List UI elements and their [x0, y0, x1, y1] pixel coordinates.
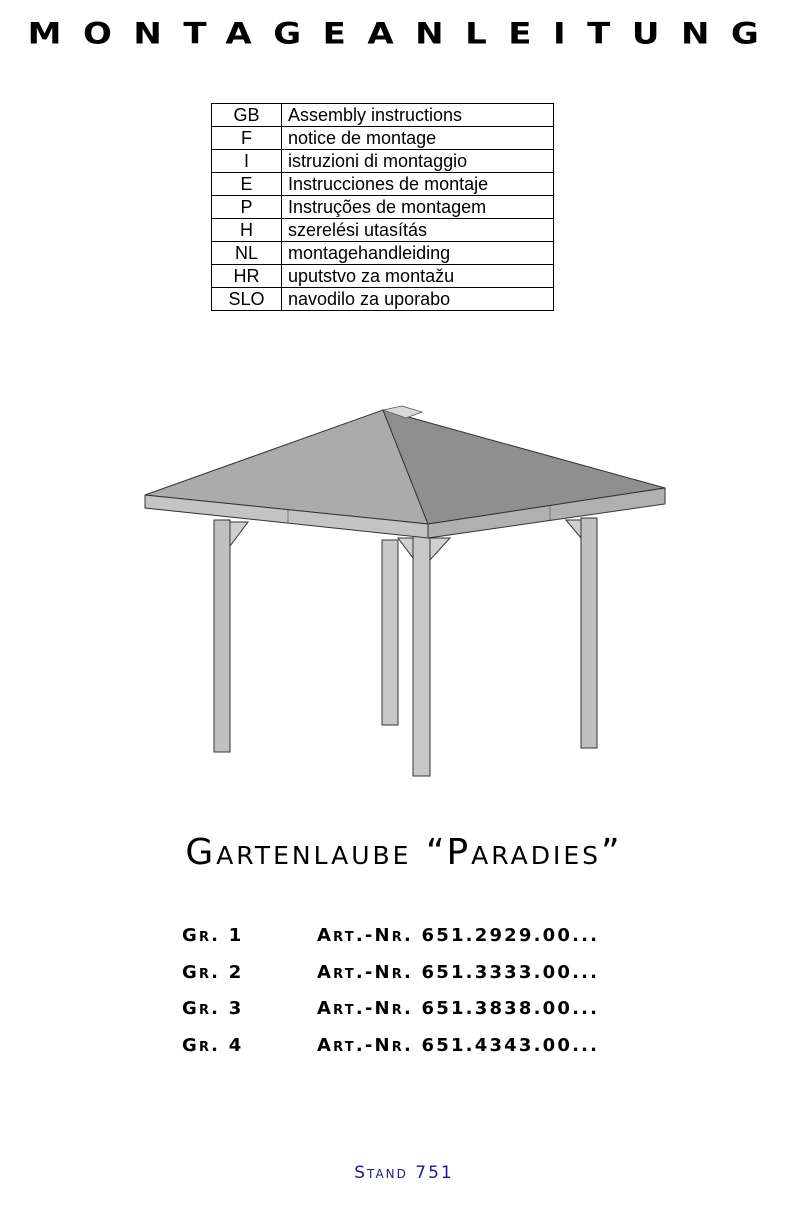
language-row [212, 173, 554, 196]
article-row [182, 962, 599, 999]
article-number: Art.-Nr. 651.3838.00... [317, 998, 600, 1019]
post-right [581, 518, 597, 748]
product-title: Gartenlaube “Paradies” [185, 832, 623, 873]
language-text: navodilo za uporabo [282, 288, 554, 311]
language-code: P [212, 196, 282, 219]
language-code: F [212, 127, 282, 150]
language-code: GB [212, 104, 282, 127]
language-code: NL [212, 242, 282, 265]
language-code: E [212, 173, 282, 196]
language-table [211, 103, 554, 311]
article-size: Gr. 2 [182, 961, 244, 983]
language-row [212, 288, 554, 311]
language-text: montagehandleiding [282, 242, 554, 265]
article-size: Gr. 3 [182, 998, 244, 1019]
brace-front-right [430, 538, 450, 560]
language-text: Instruções de montagem [282, 196, 554, 219]
brace-front-left [398, 538, 413, 558]
language-row [212, 150, 554, 173]
article-size: Gr. 4 [182, 1034, 244, 1056]
language-text: notice de montage [282, 127, 554, 150]
language-text: Assembly instructions [282, 104, 554, 127]
language-code: SLO [212, 288, 282, 311]
language-row [212, 265, 554, 288]
brace-right [566, 520, 581, 538]
article-number: Art.-Nr. 651.3333.00... [317, 961, 600, 983]
document-title: MONTAGEANLEITUNG [27, 17, 781, 51]
language-row [212, 104, 554, 127]
article-number: Art.-Nr. 651.2929.00... [317, 925, 600, 946]
gazebo-illustration [140, 400, 670, 780]
brace-left [230, 522, 248, 546]
article-row [182, 925, 599, 962]
post-back-left [382, 540, 398, 725]
language-code: H [212, 219, 282, 242]
language-text: Instrucciones de montaje [282, 173, 554, 196]
post-front [413, 534, 430, 776]
article-row [182, 998, 599, 1035]
language-row [212, 242, 554, 265]
language-row [212, 219, 554, 242]
language-code: I [212, 150, 282, 173]
article-list [182, 925, 599, 1071]
article-number: Art.-Nr. 651.4343.00... [317, 1034, 600, 1056]
stand-version: Stand 751 [354, 1163, 454, 1183]
language-text: szerelési utasítás [282, 219, 554, 242]
language-text: istruzioni di montaggio [282, 150, 554, 173]
article-row [182, 1035, 599, 1072]
language-row [212, 196, 554, 219]
article-size: Gr. 1 [182, 925, 244, 946]
language-code: HR [212, 265, 282, 288]
language-text: uputstvo za montažu [282, 265, 554, 288]
post-left [214, 520, 230, 752]
language-row [212, 127, 554, 150]
